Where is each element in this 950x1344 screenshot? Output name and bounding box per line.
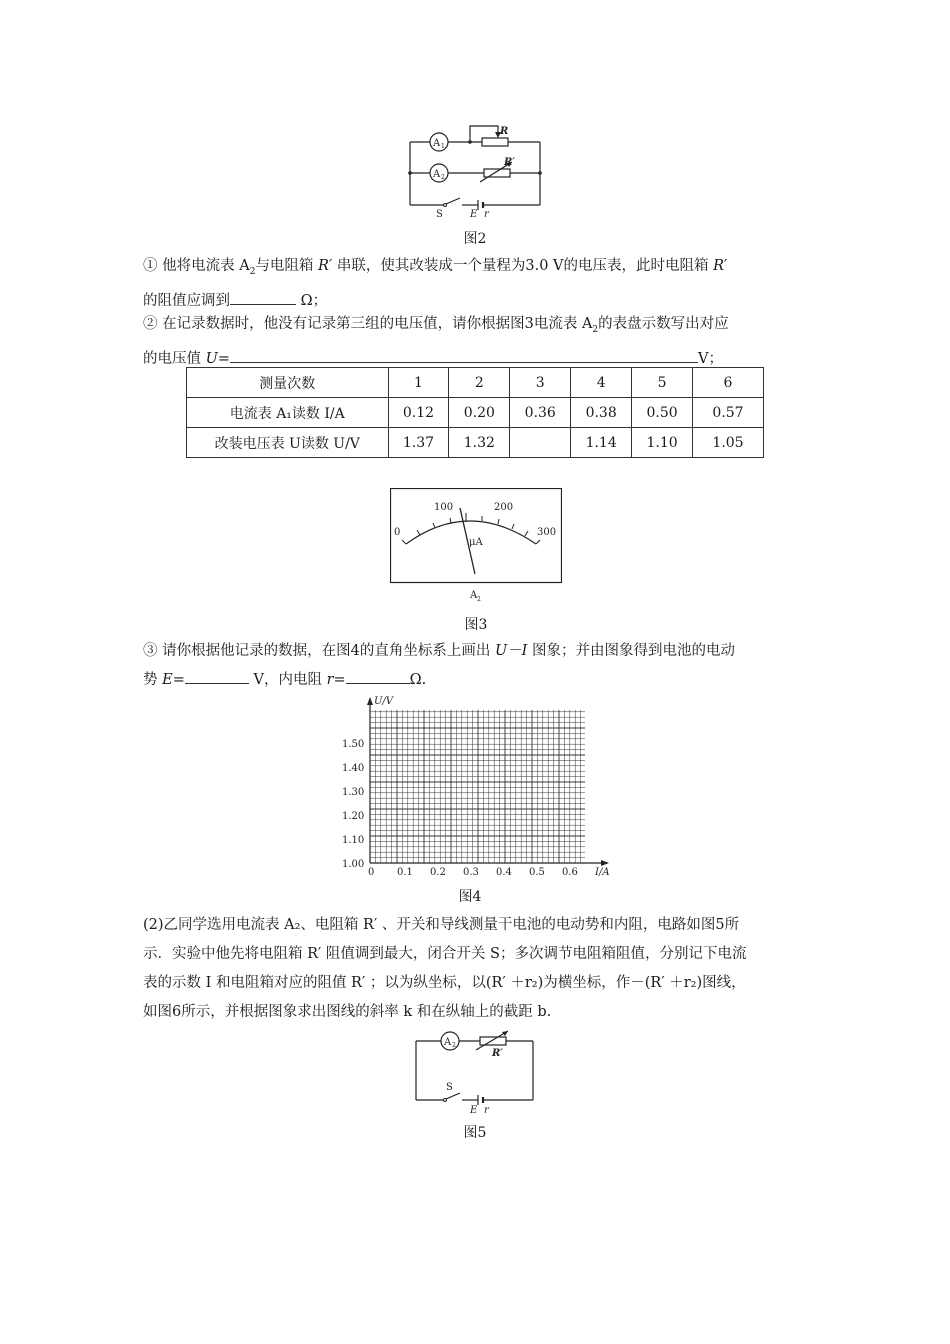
y-tick-label: 1.50 [342,739,365,750]
figure-2-caption: 图2 [463,231,487,247]
scale-label-200: 200 [494,502,514,513]
table-header-row: 测量次数 1 2 3 4 5 6 [187,368,764,398]
figure-3-caption: 图3 [464,617,488,633]
y-axis-label: U/V [374,696,394,707]
svg-text:2: 2 [452,1042,456,1049]
x-tick-label: 0.5 [529,867,545,878]
answer-blank-e[interactable] [185,668,249,684]
figure-4-grid-chart [340,692,620,880]
x-tick-label: 0.1 [397,867,413,878]
fig5-a2-label: A [444,1037,452,1048]
fig2-e-label: E [470,209,478,220]
question-3: ③ 请你根据他记录的数据，在图4的直角坐标系上画出 U－I 图象；并由图象得到电池的电动 势 E= V，内电阻 r= Ω. [143,643,736,688]
chart-labels [342,696,610,878]
table-row: 改装电压表 U读数 U/V 1.37 1.32 1.14 1.10 1.05 [187,428,764,458]
fig5-rp-label: R′ [492,1048,503,1059]
y-tick-label: 1.10 [342,835,365,846]
table-row: 电流表 A₁读数 I/A 0.12 0.20 0.36 0.38 0.50 0.57 [187,398,764,428]
answer-blank-u[interactable] [230,347,698,363]
x-tick-label: 0.4 [496,867,512,878]
svg-text:2: 2 [441,174,445,181]
question-1: ① 他将电流表 $A_2$与电阻箱 R′ 串联，使其改装成一个量程为3.0 V的电压表，此时电阻箱 R′ 的阻值应调到 Ω； [143,258,728,309]
fig5-e-label: E [470,1105,478,1116]
scale-label-100: 100 [434,502,454,513]
fig2-s-label: S [436,209,443,220]
y-tick-label: 1.00 [342,859,365,870]
figure-3-meter [390,488,562,604]
figure-2-circuit [400,118,550,220]
answer-blank-rp[interactable] [230,289,296,305]
answer-blank-r[interactable] [346,668,410,684]
x-tick-label: 0.3 [463,867,479,878]
x-axis-arrow [601,860,609,866]
y-tick-label: 1.20 [342,811,365,822]
fig5-r-internal-label: r [484,1105,489,1116]
part-2-text: (2)乙同学选用电流表 A₂、电阻箱 R′ 、开关和导线测量干电池的电动势和内阻，电路如图5所 示．实验中他先将电阻箱 R′ 阻值调到最大，闭合开关 S；多次调节电阻箱阻值，分别记下电流 表的示数 I 和电阻箱对应的阻值 R′ ；以为纵坐标，以(R′ ＋r₂)为横坐标，作－(R′ ＋r₂)图线， 如图6所示，并根据图象求出图线的斜率 k 和在纵轴上的截距 b. [143,917,747,1020]
y-tick-label: 1.30 [342,787,365,798]
x-tick-label: 0.6 [562,867,578,878]
fig2-rp-label: R′ [504,157,515,168]
meter-name: A [470,590,478,601]
fig2-a2-label: A [433,169,441,180]
chart-axes [367,697,609,866]
scale-label-300: 300 [537,527,557,538]
data-table [186,367,764,458]
y-tick-label: 1.40 [342,763,365,774]
fig2-r-label: R [500,126,509,137]
question-2: ② 在记录数据时，他没有记录第三组的电压值，请你根据图3电流表 $A_2$的表盘示数写出对应 的电压值 U= V； [143,316,729,367]
y-axis-arrow [367,697,373,705]
figure-5-circuit [408,1030,538,1118]
svg-text:2: 2 [477,596,481,603]
x-tick-label: 0.2 [430,867,446,878]
figure-4-caption: 图4 [458,889,482,905]
fig2-a1-label: A [433,138,441,149]
x-axis-label: I/A [595,867,610,878]
figure-5-caption: 图5 [463,1125,487,1141]
scale-label-0: 0 [394,527,401,538]
fig5-s-label: S [446,1082,453,1093]
meter-unit: μA [469,537,483,548]
fig2-r-internal-label: r [484,209,489,220]
svg-text:1: 1 [441,143,445,150]
x-tick-label: 0 [368,867,375,878]
chart-grid [370,710,585,863]
